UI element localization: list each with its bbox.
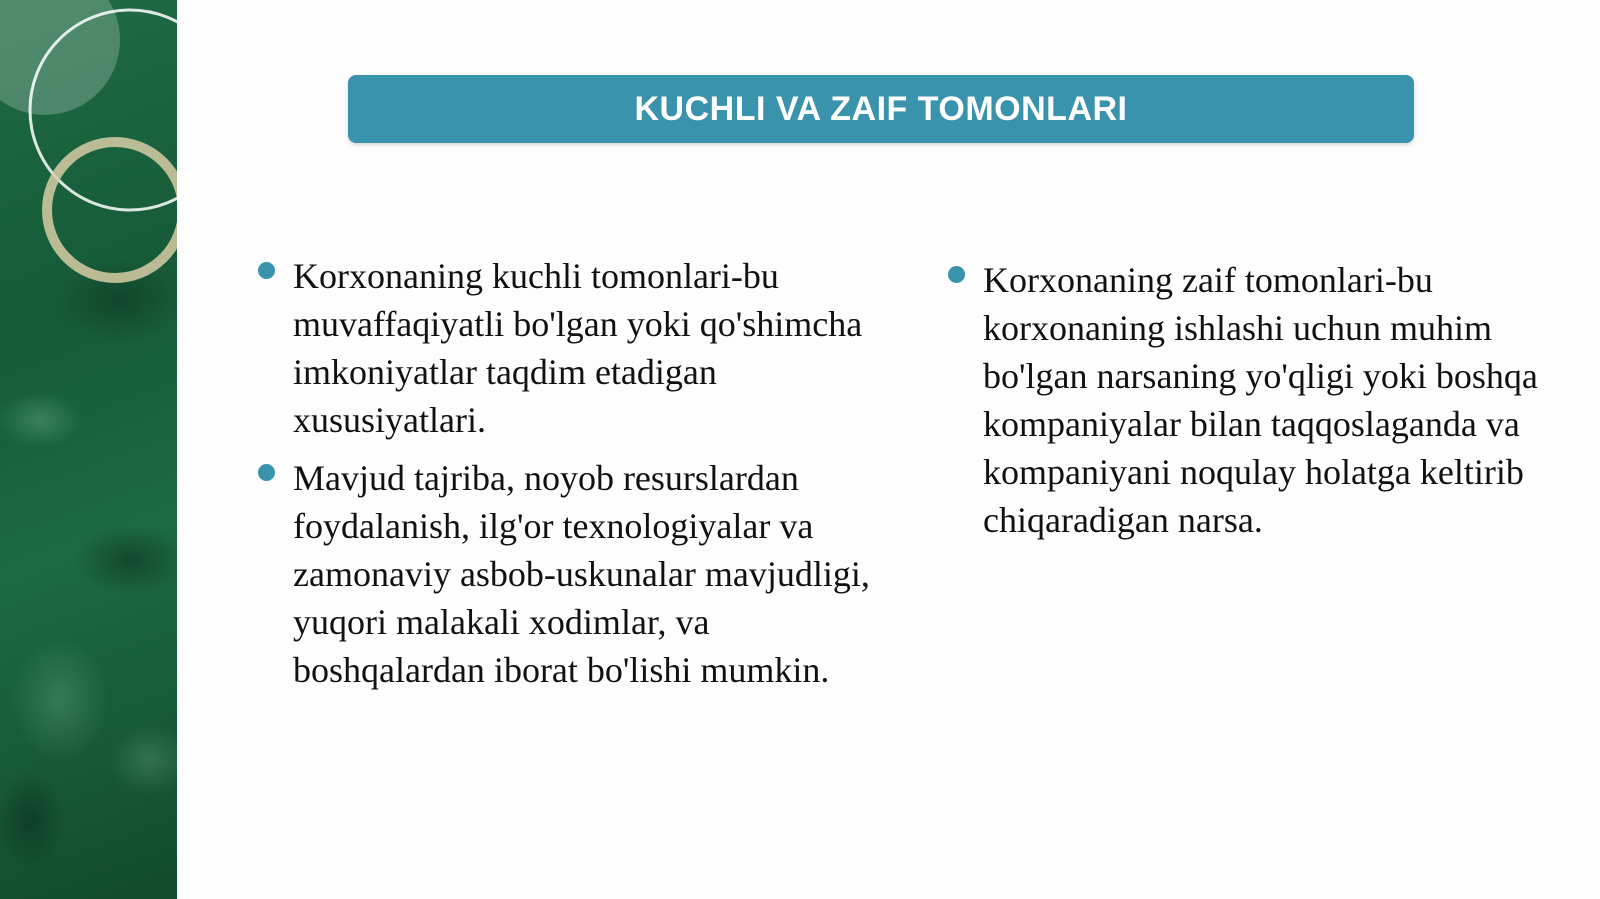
bullet-text: Korxonaning zaif tomonlari-bu korxonaning ishlashi uchun muhim bo'lgan narsaning yo'qligi yoki boshqa kompaniyalar bilan taqqoslaganda va kompaniyani noqulay holatga keltirib chiqaradigan narsa. bbox=[983, 260, 1538, 540]
slide-title: KUCHLI VA ZAIF TOMONLARI bbox=[634, 89, 1128, 128]
bullet-dot-icon bbox=[258, 464, 275, 481]
bullet-item bbox=[948, 256, 1568, 544]
strengths-column bbox=[258, 252, 898, 704]
bullet-text: Korxonaning kuchli tomonlari-bu muvaffaqiyatli bo'lgan yoki qo'shimcha imkoniyatlar taqdim etadigan xususiyatlari. bbox=[293, 256, 863, 440]
bullet-text: Mavjud tajriba, noyob resurslardan foydalanish, ilg'or texnologiyalar va zamonaviy asbob-uskunalar mavjudligi, yuqori malakali xodimlar, va boshqalardan iborat bo'lishi mumkin. bbox=[293, 458, 870, 690]
bullet-item bbox=[258, 252, 898, 444]
decorative-rings bbox=[0, 0, 177, 899]
bullet-item bbox=[258, 454, 898, 694]
weaknesses-column bbox=[948, 256, 1568, 554]
beige-ring bbox=[47, 142, 177, 278]
decorative-side-panel bbox=[0, 0, 177, 899]
translucent-circle bbox=[0, 0, 120, 115]
bullet-dot-icon bbox=[948, 266, 965, 283]
bullet-dot-icon bbox=[258, 262, 275, 279]
title-banner bbox=[348, 75, 1414, 143]
